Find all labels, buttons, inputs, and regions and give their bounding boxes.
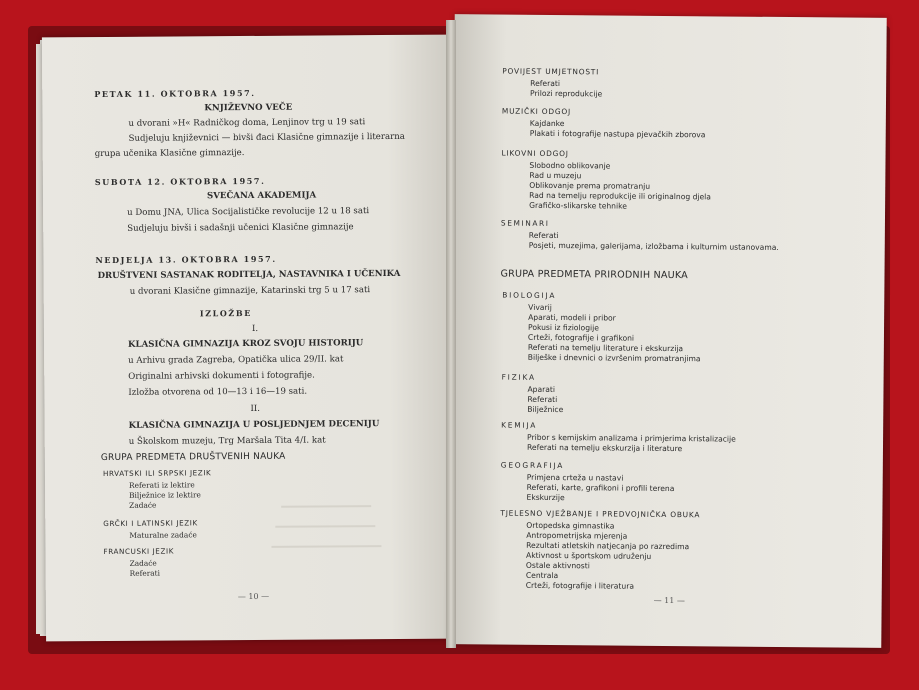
- section-item: Rad na temelju reprodukcije ili originalnog djela: [529, 190, 712, 202]
- book-spine: [446, 20, 456, 648]
- subject-name: GRČKI I LATINSKI JEZIK: [103, 518, 198, 529]
- section-item: Referati: [528, 230, 559, 241]
- subject-name: FRANCUSKI JEZIK: [103, 546, 175, 557]
- exhibit-title: KLASIČNA GIMNAZIJA KROZ SVOJU HISTORIJU: [128, 338, 364, 350]
- subject-name: HRVATSKI ILI SRPSKI JEZIK: [102, 468, 212, 479]
- page-number: — 11 —: [653, 595, 685, 606]
- section-item: Antropometrijska mjerenja: [526, 530, 628, 541]
- section-item: Aktivnost u športskom udruženju: [525, 550, 652, 561]
- section-name: BIOLOGIJA: [502, 290, 557, 301]
- section-item: Referati na temelju literature i ekskurzija: [527, 342, 684, 354]
- section-item: Posjeti, muzejima, galerijama, izložbama i kulturnim ustanovama.: [528, 240, 779, 252]
- section-item: Bilješke i dnevnici o izvršenim promatranjima: [527, 352, 701, 364]
- section-item: Bilježnice: [527, 404, 564, 415]
- section-item: Aparati: [527, 384, 556, 395]
- show-through: [281, 505, 371, 508]
- group-title: GRUPA PREDMETA PRIRODNIH NAUKA: [500, 268, 689, 282]
- group-title: GRUPA PREDMETA DRUŠTVENIH NAUKA: [100, 451, 286, 464]
- subject-item: Referati: [129, 568, 160, 578]
- section-item: Centrala: [525, 570, 559, 581]
- section-name: GEOGRAFIJA: [500, 460, 565, 471]
- subject-item: Zadaće: [129, 500, 157, 510]
- event-line: Sudjeluju bivši i sadašnji učenici Klasične gimnazije: [127, 222, 354, 234]
- event-title: SVEČANA AKADEMIJA: [206, 190, 317, 202]
- section-item: Pokusi iz fiziologije: [527, 322, 599, 333]
- subject-item: Maturalne zadaće: [129, 530, 197, 540]
- section-name: SEMINARI: [500, 218, 550, 228]
- event-line: Sudjeluju književnici — bivši đaci Klasične gimnazije i literarna: [128, 131, 405, 144]
- section-item: Ostale aktivnosti: [525, 560, 590, 571]
- event-title: KNJIŽEVNO VEČE: [204, 102, 293, 114]
- exhibit-numeral: I.: [251, 323, 259, 334]
- event-line: u dvorani Klasične gimnazije, Katarinski trg 5 u 17 sati: [129, 285, 371, 297]
- section-name: KEMIJA: [501, 420, 538, 430]
- section-item: Grafičko-slikarske tehnike: [529, 200, 627, 211]
- section-item: Primjena crteža u nastavi: [526, 472, 624, 483]
- section-item: Referati: [527, 394, 558, 405]
- section-item: Vivarij: [528, 302, 552, 312]
- section-item: Referati, karte, grafikoni i profili terena: [526, 482, 675, 494]
- section-item: Plakati i fotografije nastupa pjevačkih zborova: [529, 128, 706, 140]
- event-line: u Domu JNA, Ulica Socijalističke revolucije 12 u 18 sati: [127, 206, 370, 218]
- section-item: Prilozi reprodukcije: [530, 88, 603, 99]
- show-through: [275, 525, 375, 528]
- exhibit-line: u Školskom muzeju, Trg Maršala Tita 4/I. kat: [128, 435, 326, 447]
- day-heading: NEDJELJA 13. OKTOBRA 1957.: [95, 253, 277, 266]
- subject-item: Zadaće: [129, 558, 157, 568]
- subject-item: Referati iz lektire: [128, 480, 195, 490]
- section-name: POVIJEST UMJETNOSTI: [502, 66, 600, 77]
- exhibit-numeral: II.: [250, 403, 261, 414]
- show-through: [271, 545, 381, 548]
- section-name: TJELESNO VJEŽBANJE I PREDVOJNIČKA OBUKA: [500, 508, 701, 520]
- left-page: [42, 35, 452, 642]
- section-item: Ekskurzije: [526, 492, 565, 503]
- event-line: grupa učenika Klasične gimnazije.: [94, 148, 245, 160]
- section-name: LIKOVNI ODGOJ: [501, 148, 569, 159]
- event-title: DRUŠTVENI SASTANAK RODITELJA, NASTAVNIKA I UČENIKA: [97, 268, 401, 282]
- exhibit-title: KLASIČNA GIMNAZIJA U POSLJEDNJEM DECENIJU: [128, 419, 380, 431]
- section-item: Aparati, modeli i pribor: [528, 312, 616, 323]
- section-name: MUZIČKI ODGOJ: [501, 106, 572, 117]
- section-item: Rezultati atletskih natjecanja po razredima: [526, 540, 690, 552]
- day-heading: PETAK 11. OKTOBRA 1957.: [94, 87, 256, 100]
- section-item: Slobodno oblikovanje: [529, 160, 611, 171]
- exhibit-line: u Arhivu grada Zagreba, Opatička ulica 29/II. kat: [128, 354, 344, 366]
- event-line: u dvorani »H« Radničkog doma, Lenjinov trg u 19 sati: [128, 117, 366, 129]
- section-item: Crteži, fotografije i literatura: [525, 580, 635, 591]
- page-number: — 10 —: [237, 591, 270, 602]
- section-item: Oblikovanje prema promatranju: [529, 180, 651, 191]
- section-item: Referati: [530, 78, 561, 89]
- exhibit-line: Originalni arhivski dokumenti i fotografije.: [128, 370, 315, 382]
- exhibit-line: Izložba otvorena od 10—13 i 16—19 sati.: [128, 386, 308, 398]
- right-page: [449, 14, 886, 648]
- day-heading: SUBOTA 12. OKTOBRA 1957.: [94, 175, 266, 188]
- section-item: Crteži, fotografije i grafikoni: [527, 332, 635, 343]
- section-item: Pribor s kemijskim analizama i primjerima kristalizacije: [527, 432, 736, 444]
- section-name: FIZIKA: [501, 372, 536, 382]
- section-item: Kajdanke: [529, 118, 565, 129]
- subject-item: Bilježnice iz lektire: [129, 490, 201, 500]
- section-item: Rad u muzeju: [529, 170, 582, 181]
- section-item: Referati na temelju ekskurzija i literature: [526, 442, 683, 454]
- exhibits-title: IZLOŽBE: [199, 307, 252, 319]
- section-item: Ortopedska gimnastika: [526, 520, 615, 531]
